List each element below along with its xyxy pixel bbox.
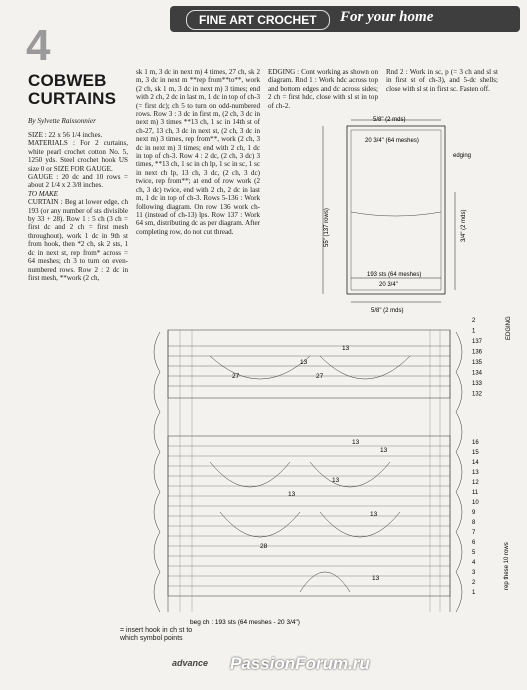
instructions-column-4: Rnd 2 : Work in sc, p (= 3 ch and sl st in first st of ch-3), and 5-dc shells; close with sl st in first sc. Fasten off. xyxy=(386,68,498,93)
bottom-row-number-0: 16 xyxy=(472,440,479,446)
bottom-row-number-14: 2 xyxy=(472,580,476,586)
schematic-fold xyxy=(351,212,441,216)
instructions-column-1 xyxy=(28,131,128,282)
loop-label-2: 27 xyxy=(316,373,324,380)
loop-label-9: 28 xyxy=(260,543,268,550)
bottom-row-number-13: 3 xyxy=(472,570,476,576)
top-row-number-7: 132 xyxy=(472,391,483,398)
chart-bottom-band xyxy=(168,436,450,596)
instructions-column-3: EDGING : Cont working as shown on diagram. Rnd 1 : Work hdc across top and bottom edges and dc across sides; 2 ch = first hdc, close with sl st in top of ch-2. xyxy=(268,68,378,110)
schematic-bottom-edge: 5/8" (2 mds) xyxy=(371,308,404,314)
schematic-height: 55" (137 rows) xyxy=(324,208,330,247)
loop-label-8: 13 xyxy=(370,511,378,518)
legend-line-2: which symbol points xyxy=(120,635,183,642)
chart-right-edging xyxy=(450,330,462,612)
top-row-number-4: 135 xyxy=(472,360,483,366)
schematic-edging: edging xyxy=(453,153,472,159)
loop-label-4: 13 xyxy=(352,439,360,446)
brand-label: FINE ART CROCHET xyxy=(186,10,330,30)
title-line-1: COBWEB xyxy=(28,71,107,90)
title-line-2: CURTAINS xyxy=(28,89,117,108)
bottom-row-number-10: 6 xyxy=(472,540,476,546)
schematic-top-width: 5/8" (2 mds) xyxy=(373,117,406,123)
top-row-number-3: 136 xyxy=(472,349,483,356)
bottom-row-number-4: 12 xyxy=(472,480,479,486)
bottom-row-number-11: 5 xyxy=(472,550,476,556)
tagline: For your home xyxy=(340,9,434,25)
chart-top-band xyxy=(168,330,450,398)
schematic-meshes-bottom: 193 sts (64 meshes) xyxy=(367,272,422,278)
to-make-heading: TO MAKE xyxy=(28,189,59,198)
top-row-number-1: 1 xyxy=(472,328,476,335)
top-row-number-2: 137 xyxy=(472,339,483,345)
gauge-paragraph: GAUGE : 20 dc and 10 rows = about 2 1/4 x 2 3/8 inches. xyxy=(28,173,128,190)
chart-stitch-columns xyxy=(180,330,440,612)
bottom-row-number-1: 15 xyxy=(472,450,479,456)
top-row-number-0: 2 xyxy=(472,318,476,324)
repeat-note: rep these 10 rows xyxy=(504,542,510,590)
byline: By Sylvette Raissonnier xyxy=(28,117,96,125)
loop-label-0: 13 xyxy=(342,345,350,352)
schematic-bottom-width: 20 3/4" xyxy=(379,282,398,288)
bottom-row-labels xyxy=(472,440,479,596)
legend-line-1: = insert hook in ch st to xyxy=(120,627,193,634)
edging-label: EDGING xyxy=(506,316,512,340)
article-title xyxy=(28,72,116,108)
loop-label-10: 13 xyxy=(372,575,380,582)
bottom-row-number-5: 11 xyxy=(472,490,479,496)
advance-logo: advance xyxy=(172,658,209,668)
instructions-column-2: sk 1 m, 3 dc in next m) 4 times, 27 ch, sk 2 m, 3 dc in next m **rep from**to**, work (2 ch, sk 1 m, 3 dc in next m) 3 times; end with 2 ch, 2 dc in last m, 1 dc in top of ch-3 (= first dc); ch 5 to turn on odd-numbered rows. Row 3 : 3 dc in first m, (2 ch, 3 dc in next m) 3 times **13 ch, 1 sc in 14th st of ch-27, 13 ch, 3 dc in next st, (2 ch, 3 dc in next m) 3 times, rep from**, work (2 ch, 3 dc in next m) 3 times; end with 2 ch, 1 dc in top of ch-3. Row 4 : 2 dc, (2 ch, 3 dc) 3 times, **13 ch, 1 sc in ch lp, 1 sc in sc, 1 sc in next ch lp, 13 ch, 3 dc, (2 ch, 3 dc) twice, rep from**; at end of row work (2 ch, 3 dc) twice, end with 2 ch, 2 dc in last m, 1 dc in top of ch-3. Rows 5-136 : Work following diagram. On row 136 work ch-11 (instead of ch-13) lps. Row 137 : Work 64 sm, distributing dc as per diagram. After completing row, do not cut thread. xyxy=(136,68,260,236)
loop-label-5: 13 xyxy=(380,447,388,454)
bottom-row-number-15: 1 xyxy=(472,590,476,596)
schematic-inner xyxy=(351,130,441,290)
schematic-side: 3/4" (2 mds) xyxy=(461,209,467,242)
foundation-label: beg ch : 193 sts (64 meshes - 20 3/4") xyxy=(190,619,300,626)
header-banner xyxy=(170,6,520,32)
schematic-outline xyxy=(347,126,445,294)
top-row-number-5: 134 xyxy=(472,370,483,377)
chart-left-edging xyxy=(154,330,168,612)
bottom-row-number-7: 9 xyxy=(472,510,476,516)
loop-label-3: 27 xyxy=(232,373,240,380)
top-row-number-6: 133 xyxy=(472,381,483,387)
bottom-row-number-9: 7 xyxy=(472,530,476,536)
watermark: PassionForum.ru xyxy=(230,654,370,673)
bottom-row-number-12: 4 xyxy=(472,560,476,566)
top-row-labels xyxy=(472,318,483,398)
bottom-row-number-3: 13 xyxy=(472,470,479,476)
loop-label-6: 13 xyxy=(332,477,340,484)
loop-label-1: 13 xyxy=(300,359,308,366)
curtain-schematic xyxy=(315,112,485,318)
crochet-chart xyxy=(20,312,520,628)
bottom-row-number-8: 8 xyxy=(472,520,476,526)
size-paragraph: SIZE : 22 x 56 1/4 inches. xyxy=(28,131,103,139)
article-number: 4 xyxy=(26,21,51,70)
schematic-meshes-top: 20 3/4" (64 meshes) xyxy=(365,138,419,144)
loop-label-7: 13 xyxy=(288,491,296,498)
curtain-paragraph: CURTAIN : Beg at lower edge, ch 193 (or any number of sts divisible by 33 + 28). Row 1 : 5 ch (3 ch = first dc and 2 ch = first mesh throughout), work 1 dc in 9th st from hook, then *2 ch, sk 2 sts, 1 dc in next st, rep from* across = 64 meshes; ch 3 to turn on even-numbered rows. Row 2 : 2 dc in first mesh, **work (2 ch, xyxy=(28,198,128,282)
bottom-row-number-2: 14 xyxy=(472,460,479,466)
materials-paragraph: MATERIALS : For 2 curtains, white pearl crochet cotton No. 5, 1250 yds. Steel crochet hook US size 0 or SIZE FOR GAUGE. xyxy=(28,139,128,173)
bottom-row-number-6: 10 xyxy=(472,500,479,506)
loop-labels xyxy=(232,345,388,582)
symbol-legend xyxy=(120,627,192,643)
